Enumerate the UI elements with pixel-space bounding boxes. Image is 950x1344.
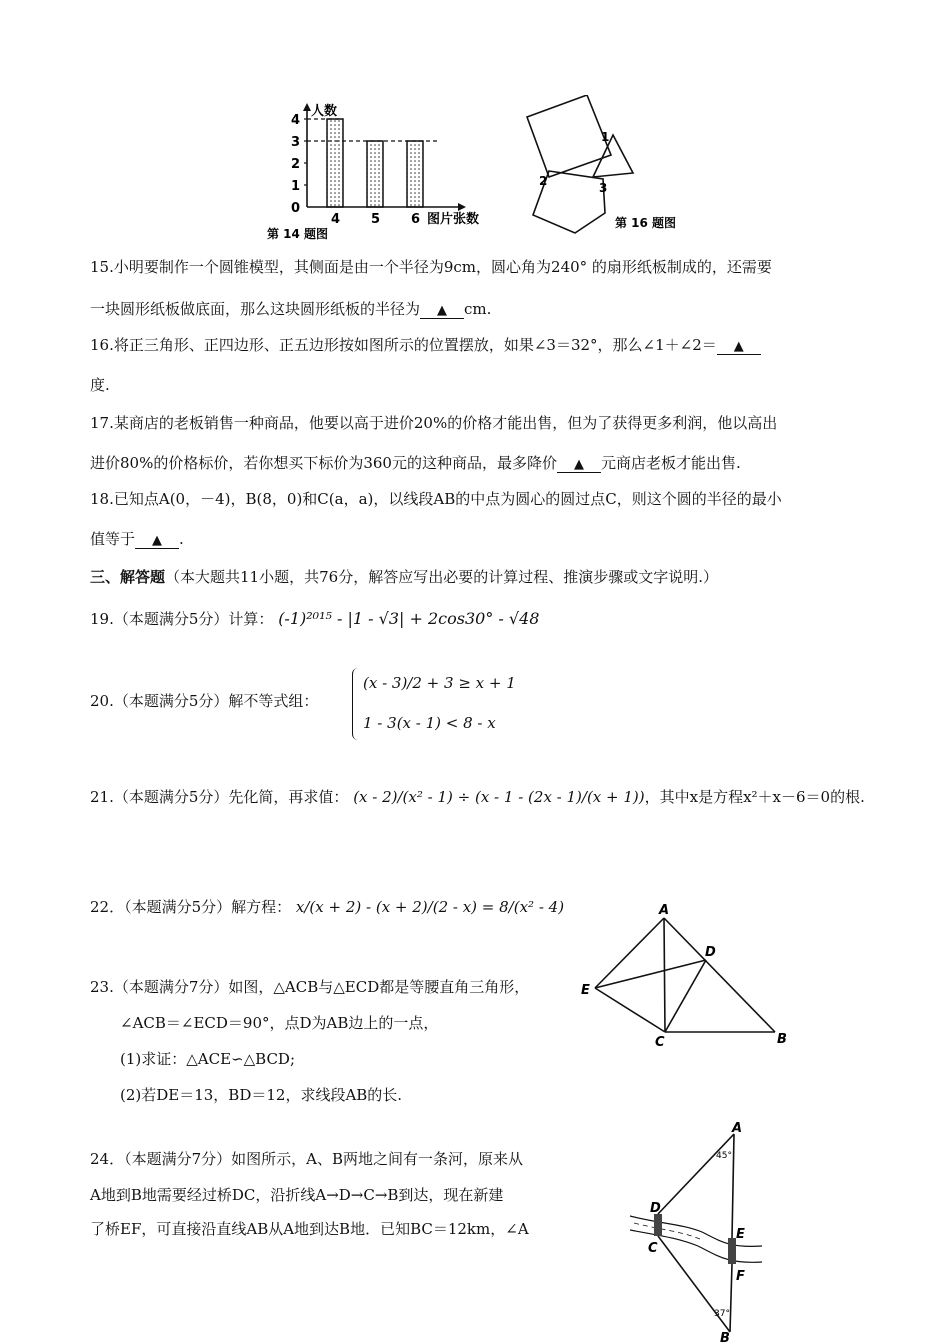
q15-line2-text: 一块圆形纸板做底面，那么这块圆形纸板的半径为 bbox=[90, 300, 421, 318]
q23-line2: ∠ACB＝∠ECD＝90°，点D为AB边上的一点， bbox=[120, 1014, 439, 1032]
q22-line bbox=[90, 896, 564, 917]
q16-answer-blank[interactable]: ▲ bbox=[717, 336, 761, 355]
y-tick-label: 1 bbox=[291, 179, 301, 194]
q22-prefix: 22．（本题满分5分）解方程： bbox=[90, 898, 292, 916]
q23-line3: (1)求证：△ACE∽△BCD; bbox=[120, 1050, 296, 1068]
q17-line2-end: 元商店老板才能出售. bbox=[600, 454, 741, 472]
q24-river-figure bbox=[622, 1120, 782, 1344]
q24-label-f: F bbox=[736, 1269, 745, 1284]
y-axis-label: 人数 bbox=[311, 104, 338, 119]
q24-label-a: A bbox=[732, 1121, 743, 1136]
q24-label-e: E bbox=[736, 1227, 745, 1242]
fig14-caption: 第 14 题图 bbox=[267, 227, 329, 241]
q21-line bbox=[90, 786, 865, 807]
q23-label-d: D bbox=[705, 945, 716, 960]
triangle-shape bbox=[593, 135, 633, 177]
q15-line1: 15.小明要制作一个圆锥模型，其侧面是由一个半径为9cm，圆心角为240° 的扇形纸板制成的，还需要 bbox=[90, 258, 772, 276]
q15-unit: cm. bbox=[464, 300, 492, 318]
q16-line1-text: 16.将正三角形、正四边形、正五边形按如图所示的位置摆放，如果∠3＝32°，那么∠1＋∠2＝ bbox=[90, 336, 717, 354]
section3-heading bbox=[90, 566, 718, 587]
angle-label-1: 1 bbox=[601, 130, 610, 144]
q16-line1 bbox=[90, 334, 761, 355]
q19-expression: (-1)²⁰¹⁵ - |1 - √3| + 2cos30° - √48 bbox=[278, 609, 540, 628]
q23-label-e: E bbox=[581, 983, 590, 998]
x-axis-label: 图片张数 bbox=[427, 212, 480, 227]
q23-label-a: A bbox=[659, 903, 670, 918]
q18-line2-end: . bbox=[179, 530, 184, 548]
x-axis-arrow bbox=[458, 203, 466, 211]
y-tick-label: 0 bbox=[291, 201, 301, 216]
y-axis-arrow bbox=[303, 103, 311, 111]
q15-line2 bbox=[90, 298, 491, 319]
q19-prefix: 19.（本题满分5分）计算： bbox=[90, 610, 274, 628]
y-tick-label: 3 bbox=[291, 135, 301, 150]
bar-5 bbox=[367, 141, 383, 207]
q15-answer-blank[interactable]: ▲ bbox=[420, 300, 464, 319]
q20-inequality-system bbox=[352, 668, 516, 740]
q17-line1: 17.某商店的老板销售一种商品，他要以高于进价20%的价格才能出售，但为了获得更多利润，他以高出 bbox=[90, 414, 778, 432]
fig16-caption: 第 16 题图 bbox=[615, 216, 677, 230]
x-tick-label: 5 bbox=[371, 212, 381, 227]
q21-suffix: ，其中x是方程x²＋x－6＝0的根. bbox=[644, 788, 865, 806]
y-tick-label: 4 bbox=[291, 113, 301, 128]
q18-line1: 18.已知点A(0，－4)，B(8，0)和C(a，a)，以线段AB的中点为圆心的圆过点C，则这个圆的半径的最小 bbox=[90, 490, 782, 508]
q23-triangle-figure bbox=[575, 900, 800, 1050]
bridge-ef bbox=[728, 1238, 736, 1264]
q20-prefix: 20.（本题满分5分）解不等式组： bbox=[90, 692, 319, 710]
q18-line2-text: 值等于 bbox=[90, 530, 136, 548]
q24-line3: 了桥EF，可直接沿直线AB从A地到达B地．已知BC＝12km，∠A bbox=[90, 1220, 529, 1238]
q24-angle-a: 45° bbox=[716, 1151, 732, 1161]
y-tick-label: 2 bbox=[291, 157, 301, 172]
fig16-polygons-figure bbox=[515, 95, 695, 245]
x-tick-label: 4 bbox=[331, 212, 341, 227]
bar-6 bbox=[407, 141, 423, 207]
q23-line1: 23.（本题满分7分）如图，△ACB与△ECD都是等腰直角三角形， bbox=[90, 978, 530, 996]
q21-prefix: 21.（本题满分5分）先化简，再求值： bbox=[90, 788, 349, 806]
q18-line2 bbox=[90, 528, 184, 549]
q23-label-b: B bbox=[777, 1032, 787, 1047]
bar-4 bbox=[327, 119, 343, 207]
q19-line bbox=[90, 608, 539, 629]
x-tick-label: 6 bbox=[411, 212, 421, 227]
q24-line2: A地到B地需要经过桥DC，沿折线A→D→C→B到达，现在新建 bbox=[90, 1186, 504, 1204]
fig14-bar-chart bbox=[265, 95, 505, 245]
q24-label-d: D bbox=[650, 1201, 661, 1216]
bridge-dc bbox=[654, 1214, 662, 1236]
q18-answer-blank[interactable]: ▲ bbox=[135, 530, 179, 549]
q17-line2-text: 进价80%的价格标价，若你想买下标价为360元的这种商品，最多降价 bbox=[90, 454, 557, 472]
q17-line2 bbox=[90, 452, 741, 473]
angle-label-3: 3 bbox=[599, 181, 608, 195]
q23-label-c: C bbox=[655, 1035, 665, 1050]
q24-angle-b: 37° bbox=[714, 1309, 730, 1319]
q24-label-b: B bbox=[720, 1331, 730, 1344]
angle-label-2: 2 bbox=[539, 174, 548, 188]
q23-line4: (2)若DE＝13，BD＝12，求线段AB的长. bbox=[120, 1086, 403, 1104]
q24-line1: 24．（本题满分7分）如图所示，A、B两地之间有一条河，原来从 bbox=[90, 1150, 523, 1168]
q16-line2: 度. bbox=[90, 376, 110, 394]
q20-inequality-1: (x - 3)/2 + 3 ≥ x + 1 bbox=[363, 674, 516, 692]
q20-inequality-2: 1 - 3(x - 1) < 8 - x bbox=[363, 714, 496, 732]
q22-expression: x/(x + 2) - (x + 2)/(2 - x) = 8/(x² - 4) bbox=[295, 898, 565, 916]
q17-answer-blank[interactable]: ▲ bbox=[557, 454, 601, 473]
q24-label-c: C bbox=[648, 1241, 658, 1256]
q21-expression: (x - 2)/(x² - 1) ÷ (x - 1 - (2x - 1)/(x + 1)) bbox=[353, 788, 645, 806]
section3-title: 三、解答题 bbox=[90, 568, 166, 586]
section3-desc: （本大题共11小题，共76分，解答应写出必要的计算过程、推演步骤或文字说明.） bbox=[165, 568, 718, 586]
